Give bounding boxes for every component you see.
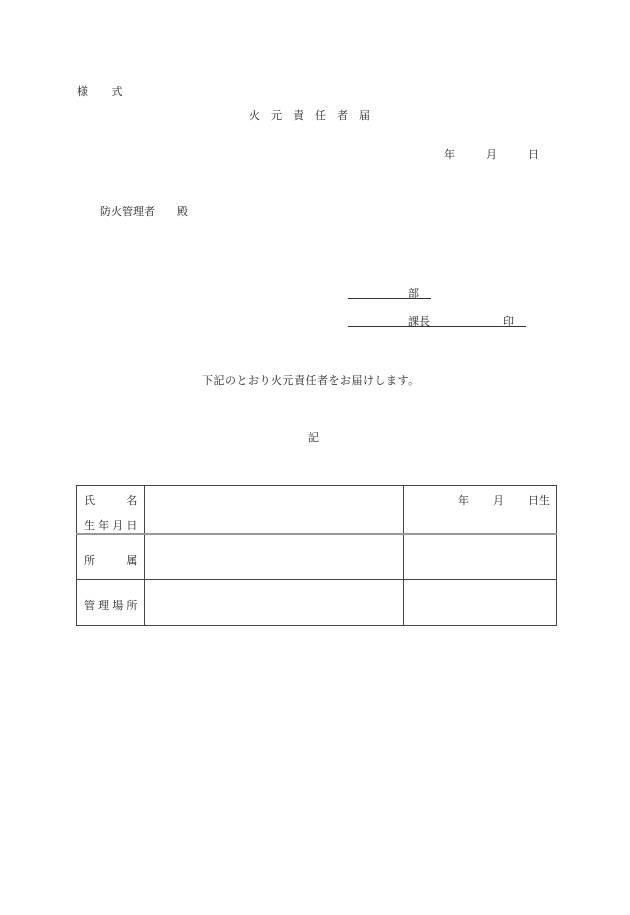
addressee-honorific: 殿 [177, 205, 188, 218]
label-cell-managed-location [77, 580, 145, 626]
label-char: 名 [126, 494, 138, 507]
label-dob [77, 517, 144, 533]
department-signature-line [348, 284, 431, 299]
date-line [444, 149, 539, 160]
label-name [77, 492, 144, 508]
label-char: 日 [126, 519, 138, 532]
dob-year-label: 年 [458, 494, 469, 507]
label-managed-location [77, 580, 144, 613]
date-day-label: 日 [528, 148, 539, 161]
seal-label: 印 [503, 315, 514, 328]
affiliation-extra-cell[interactable] [404, 534, 557, 580]
label-char: 氏 [84, 494, 95, 507]
label-cell-name-dob [77, 486, 145, 535]
label-char: 生 [84, 519, 95, 532]
label-char: 月 [112, 519, 124, 532]
document-title: 火元責任者届 [249, 109, 381, 122]
chief-label: 課長 [408, 315, 430, 328]
label-cell-affiliation [77, 534, 145, 580]
ki-heading: 記 [308, 431, 319, 444]
chief-signature-line [348, 312, 526, 327]
date-month-label: 月 [486, 148, 497, 161]
label-char: 所 [126, 599, 138, 612]
dob-day-born-label: 日生 [528, 494, 550, 507]
managed-location-value-cell[interactable] [145, 580, 404, 626]
addressee [100, 206, 188, 217]
label-char: 理 [98, 599, 110, 612]
label-char: 属 [126, 554, 138, 567]
addressee-name: 防火管理者 [100, 205, 155, 218]
label-char: 管 [84, 599, 95, 612]
label-affiliation [77, 535, 144, 568]
name-value-cell[interactable] [145, 486, 404, 535]
department-label: 部 [408, 287, 419, 300]
managed-location-extra-cell[interactable] [404, 580, 557, 626]
form-label: 様 式 [77, 85, 133, 98]
label-char: 年 [98, 519, 110, 532]
date-year-label: 年 [444, 148, 455, 161]
label-char: 所 [84, 554, 95, 567]
table-row-affiliation [77, 534, 557, 580]
notice-text: 下記のとおり火元責任者をお届けします。 [202, 374, 420, 387]
affiliation-value-cell[interactable] [145, 534, 404, 580]
table-row-managed-location [77, 580, 557, 626]
info-table [76, 485, 557, 626]
label-char: 場 [112, 599, 124, 612]
table-row-name-dob [77, 486, 557, 535]
dob-value-cell[interactable] [404, 486, 557, 535]
dob-month-label: 月 [493, 494, 504, 507]
